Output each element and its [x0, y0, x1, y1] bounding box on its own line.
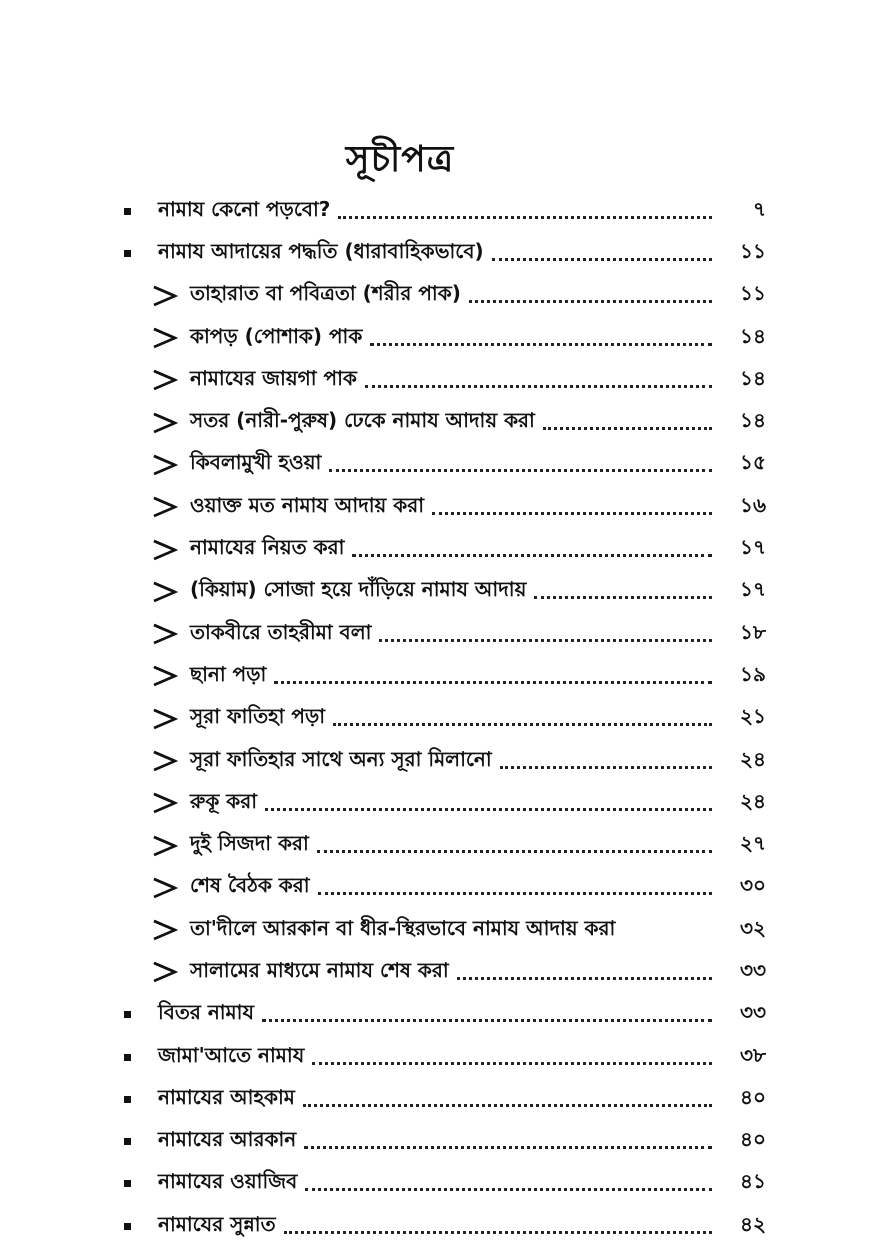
square-bullet-icon	[118, 1011, 158, 1018]
toc-entry-page-number: ৩৮	[740, 1042, 766, 1067]
toc-entry-label: (কিয়াম) সোজা হয়ে দাঁড়িয়ে নামায আদায়	[190, 577, 527, 602]
toc-entry-page-number: ৩২	[739, 915, 766, 940]
toc-entry-label: সূরা ফাতিহা পড়া	[190, 704, 326, 729]
toc-entry	[118, 994, 766, 1036]
dot-leader	[317, 850, 712, 853]
toc-entry-label: শেষ বৈঠক করা	[190, 873, 310, 898]
toc-entry-page-number: ১৭	[740, 577, 766, 602]
table-of-contents	[118, 190, 766, 1247]
arrowhead-bullet-icon	[152, 412, 190, 434]
toc-entry-label: নামাযের আরকান	[158, 1127, 297, 1152]
square-bullet-icon	[118, 250, 158, 257]
toc-entry-page-number: ১৮	[740, 619, 766, 644]
toc-entry-label: নামায আদায়ের পদ্ধতি (ধারাবাহিকভাবে)	[158, 238, 484, 263]
arrowhead-bullet-icon	[152, 792, 190, 814]
dot-leader	[457, 977, 712, 980]
toc-entry-label: দুই সিজদা করা	[190, 831, 309, 856]
toc-entry-label: জামা'আতে নামায	[158, 1042, 305, 1067]
arrowhead-bullet-icon	[152, 750, 190, 772]
toc-entry	[118, 740, 766, 782]
toc-entry	[118, 1205, 766, 1247]
toc-entry	[118, 444, 766, 486]
dot-leader	[312, 1062, 712, 1065]
square-bullet-icon	[118, 1223, 158, 1230]
square-bullet-icon	[118, 208, 158, 215]
arrowhead-bullet-icon	[152, 539, 190, 561]
arrowhead-bullet-icon	[152, 877, 190, 899]
arrowhead-bullet-icon	[152, 496, 190, 518]
dot-leader	[543, 427, 712, 430]
toc-entry	[118, 951, 766, 993]
dot-leader	[329, 469, 712, 472]
toc-entry	[118, 655, 766, 697]
toc-entry-page-number: ১১	[740, 238, 766, 263]
toc-entry	[118, 317, 766, 359]
toc-entry-page-number: ১৪	[740, 323, 766, 348]
arrowhead-bullet-icon	[152, 919, 190, 941]
toc-entry-label: নামাযের ওয়াজিব	[158, 1169, 298, 1194]
square-bullet-icon	[118, 1096, 158, 1103]
toc-entry-label: কিবলামুখী হওয়া	[190, 450, 322, 475]
dot-leader	[338, 216, 712, 219]
dot-leader	[492, 258, 712, 261]
square-bullet-icon	[118, 1138, 158, 1145]
dot-leader	[304, 1146, 712, 1149]
toc-entry-page-number: ১৭	[740, 535, 766, 560]
toc-entry-page-number: ১৯	[740, 661, 766, 686]
arrowhead-bullet-icon	[152, 708, 190, 730]
toc-entry-page-number: ২১	[740, 704, 766, 729]
toc-entry	[118, 867, 766, 909]
dot-leader	[274, 681, 712, 684]
toc-entry-page-number: ৭	[752, 196, 766, 221]
toc-entry-label: তা'দীলে আরকান বা ধীর-স্থিরভাবে নামায আদায় করা	[190, 915, 616, 940]
toc-entry-label: সালামের মাধ্যমে নামায শেষ করা	[190, 957, 449, 982]
toc-entry	[118, 190, 766, 232]
arrowhead-bullet-icon	[152, 961, 190, 983]
dot-leader	[318, 892, 712, 895]
dot-leader	[469, 300, 712, 303]
toc-entry	[118, 1078, 766, 1120]
arrowhead-bullet-icon	[152, 454, 190, 476]
toc-entry-label: বিতর নামায	[158, 1000, 254, 1025]
toc-entry-page-number: ২৪	[740, 788, 766, 813]
dot-leader	[303, 1104, 712, 1107]
toc-entry	[118, 232, 766, 274]
dot-leader	[284, 1231, 712, 1234]
toc-entry	[118, 698, 766, 740]
dot-leader	[534, 596, 712, 599]
toc-entry	[118, 571, 766, 613]
dot-leader	[500, 766, 712, 769]
toc-entry-page-number: ৪১	[740, 1169, 766, 1194]
toc-entry-label: নামাযের সুন্নাত	[158, 1211, 276, 1236]
dot-leader	[262, 1019, 712, 1022]
toc-entry-page-number: ১১	[740, 281, 766, 306]
toc-entry-page-number: ৩০	[739, 873, 766, 898]
toc-entry-page-number: ১৫	[740, 450, 766, 475]
dot-leader	[379, 639, 712, 642]
toc-entry-page-number: ৪২	[740, 1211, 766, 1236]
dot-leader	[305, 1188, 712, 1191]
toc-entry	[118, 909, 766, 951]
toc-entry	[118, 613, 766, 655]
dot-leader	[352, 554, 712, 557]
toc-entry	[118, 528, 766, 570]
toc-entry-label: সতর (নারী-পুরুষ) ঢেকে নামায আদায় করা	[190, 408, 535, 433]
toc-entry-page-number: ২৪	[740, 746, 766, 771]
toc-entry-label: ওয়াক্ত মত নামায আদায় করা	[190, 492, 425, 517]
dot-leader	[432, 512, 712, 515]
dot-leader	[365, 385, 712, 388]
toc-entry-label: সূরা ফাতিহার সাথে অন্য সূরা মিলানো	[190, 746, 492, 771]
arrowhead-bullet-icon	[152, 665, 190, 687]
toc-entry-page-number: ৩৩	[739, 957, 766, 982]
toc-entry-label: নামায কেনো পড়বো?	[158, 196, 331, 221]
toc-entry-page-number: ১৪	[740, 408, 766, 433]
arrowhead-bullet-icon	[152, 623, 190, 645]
arrowhead-bullet-icon	[152, 581, 190, 603]
square-bullet-icon	[118, 1054, 158, 1061]
toc-entry-page-number: ৪০	[740, 1127, 766, 1152]
arrowhead-bullet-icon	[152, 835, 190, 857]
arrowhead-bullet-icon	[152, 369, 190, 391]
arrowhead-bullet-icon	[152, 327, 190, 349]
toc-entry	[118, 275, 766, 317]
toc-entry	[118, 1036, 766, 1078]
toc-entry-page-number: ৩৩	[739, 1000, 766, 1025]
toc-entry	[118, 1121, 766, 1163]
toc-entry	[118, 486, 766, 528]
toc-entry-label: তাকবীরে তাহরীমা বলা	[190, 619, 372, 644]
toc-entry	[118, 401, 766, 443]
toc-entry-page-number: ১৬	[740, 492, 766, 517]
toc-entry-label: নামাযের আহকাম	[158, 1084, 295, 1109]
toc-entry-label: নামাযের নিয়ত করা	[190, 535, 345, 560]
toc-entry-label: কাপড় (পোশাক) পাক	[190, 323, 363, 348]
toc-entry-page-number: ১৪	[740, 365, 766, 390]
arrowhead-bullet-icon	[152, 285, 190, 307]
toc-entry-label: নামাযের জায়গা পাক	[190, 365, 357, 390]
toc-entry-label: রুকূ করা	[190, 788, 258, 813]
square-bullet-icon	[118, 1180, 158, 1187]
dot-leader	[370, 343, 712, 346]
dot-leader	[265, 808, 712, 811]
toc-entry	[118, 782, 766, 824]
toc-entry-page-number: ২৭	[739, 831, 766, 856]
toc-entry	[118, 824, 766, 866]
page-title: সূচীপত্র	[345, 138, 455, 180]
toc-entry	[118, 359, 766, 401]
toc-entry	[118, 1163, 766, 1205]
toc-entry-label: তাহারাত বা পবিত্রতা (শরীর পাক)	[190, 281, 461, 306]
dot-leader	[333, 723, 712, 726]
toc-entry-page-number: ৪০	[740, 1084, 766, 1109]
toc-entry-label: ছানা পড়া	[190, 661, 267, 686]
